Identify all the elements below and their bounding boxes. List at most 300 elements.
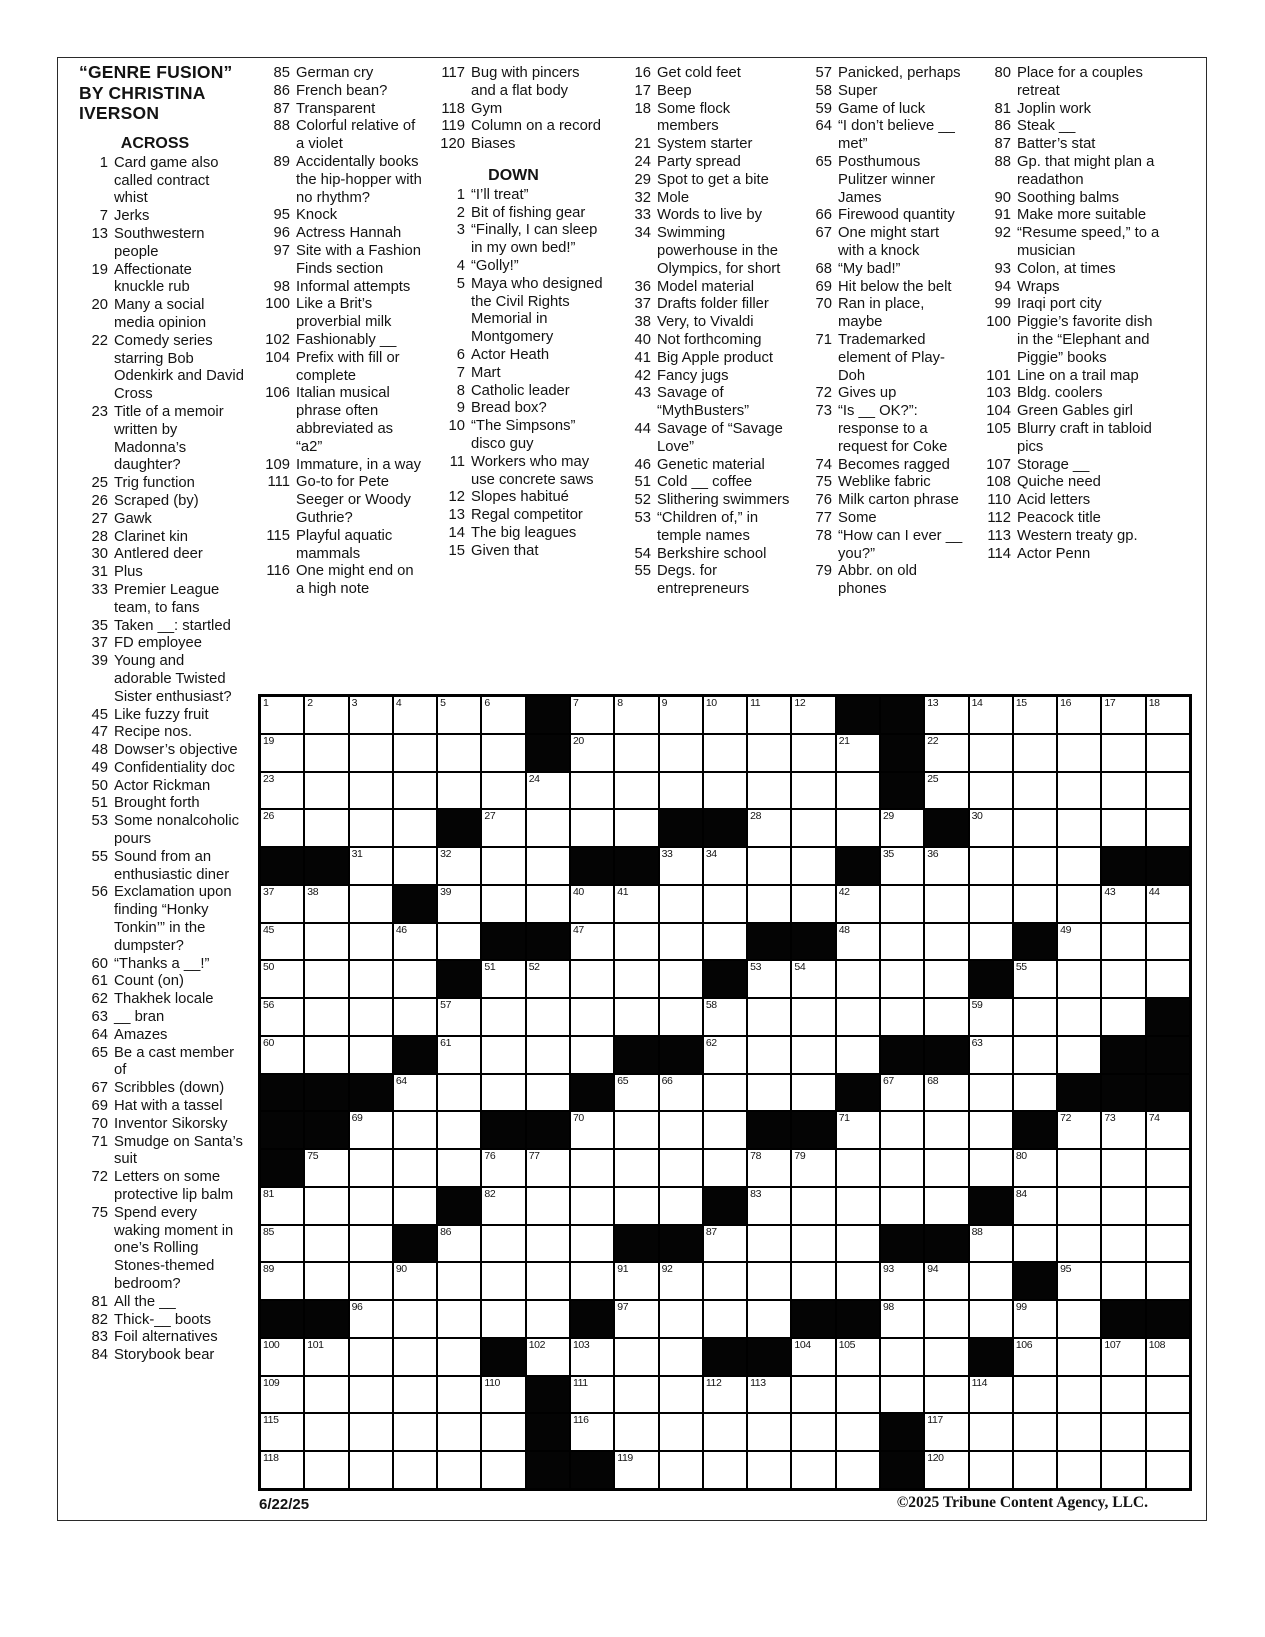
- grid-cell-r4c21[interactable]: [1146, 809, 1190, 847]
- grid-cell-r7c1[interactable]: [260, 923, 304, 961]
- grid-cell-r14c12[interactable]: [747, 1187, 791, 1225]
- grid-cell-r17c11[interactable]: [703, 1300, 747, 1338]
- grid-cell-r14c2[interactable]: [304, 1187, 348, 1225]
- grid-cell-r5c7[interactable]: [526, 847, 570, 885]
- grid-cell-r18c13[interactable]: [791, 1338, 835, 1376]
- grid-cell-r5c16[interactable]: [924, 847, 968, 885]
- grid-cell-r19c8[interactable]: [570, 1376, 614, 1414]
- grid-cell-r17c17[interactable]: [969, 1300, 1013, 1338]
- grid-cell-r15c2[interactable]: [304, 1225, 348, 1263]
- grid-cell-r3c17[interactable]: [969, 772, 1013, 810]
- grid-cell-r12c3[interactable]: [349, 1111, 393, 1149]
- grid-cell-r8c14[interactable]: [836, 960, 880, 998]
- grid-cell-r21c16[interactable]: [924, 1451, 968, 1489]
- grid-cell-r14c18[interactable]: [1013, 1187, 1057, 1225]
- grid-cell-r2c14[interactable]: [836, 734, 880, 772]
- grid-cell-r1c13[interactable]: [791, 696, 835, 734]
- grid-cell-r19c3[interactable]: [349, 1376, 393, 1414]
- grid-cell-r15c3[interactable]: [349, 1225, 393, 1263]
- grid-cell-r6c20[interactable]: [1101, 885, 1145, 923]
- grid-cell-r8c19[interactable]: [1057, 960, 1101, 998]
- grid-cell-r9c15[interactable]: [880, 998, 924, 1036]
- grid-cell-r19c19[interactable]: [1057, 1376, 1101, 1414]
- grid-cell-r18c15[interactable]: [880, 1338, 924, 1376]
- grid-cell-r5c3[interactable]: [349, 847, 393, 885]
- grid-cell-r4c12[interactable]: [747, 809, 791, 847]
- grid-cell-r4c20[interactable]: [1101, 809, 1145, 847]
- grid-cell-r21c17[interactable]: [969, 1451, 1013, 1489]
- grid-cell-r8c12[interactable]: [747, 960, 791, 998]
- grid-cell-r20c13[interactable]: [791, 1413, 835, 1451]
- grid-cell-r17c9[interactable]: [614, 1300, 658, 1338]
- grid-cell-r10c2[interactable]: [304, 1036, 348, 1074]
- grid-cell-r6c13[interactable]: [791, 885, 835, 923]
- grid-cell-r2c17[interactable]: [969, 734, 1013, 772]
- grid-cell-r17c7[interactable]: [526, 1300, 570, 1338]
- grid-cell-r2c21[interactable]: [1146, 734, 1190, 772]
- grid-cell-r16c15[interactable]: [880, 1262, 924, 1300]
- grid-cell-r8c1[interactable]: [260, 960, 304, 998]
- grid-cell-r16c7[interactable]: [526, 1262, 570, 1300]
- grid-cell-r20c10[interactable]: [659, 1413, 703, 1451]
- grid-cell-r20c19[interactable]: [1057, 1413, 1101, 1451]
- grid-cell-r8c20[interactable]: [1101, 960, 1145, 998]
- grid-cell-r18c10[interactable]: [659, 1338, 703, 1376]
- grid-cell-r2c20[interactable]: [1101, 734, 1145, 772]
- grid-cell-r2c12[interactable]: [747, 734, 791, 772]
- grid-cell-r15c20[interactable]: [1101, 1225, 1145, 1263]
- grid-cell-r13c18[interactable]: [1013, 1149, 1057, 1187]
- grid-cell-r15c21[interactable]: [1146, 1225, 1190, 1263]
- grid-cell-r13c2[interactable]: [304, 1149, 348, 1187]
- grid-cell-r1c1[interactable]: [260, 696, 304, 734]
- grid-cell-r16c13[interactable]: [791, 1262, 835, 1300]
- grid-cell-r8c3[interactable]: [349, 960, 393, 998]
- grid-cell-r18c20[interactable]: [1101, 1338, 1145, 1376]
- grid-cell-r2c18[interactable]: [1013, 734, 1057, 772]
- grid-cell-r20c20[interactable]: [1101, 1413, 1145, 1451]
- grid-cell-r2c9[interactable]: [614, 734, 658, 772]
- grid-cell-r18c21[interactable]: [1146, 1338, 1190, 1376]
- grid-cell-r17c6[interactable]: [481, 1300, 525, 1338]
- grid-cell-r16c2[interactable]: [304, 1262, 348, 1300]
- grid-cell-r14c14[interactable]: [836, 1187, 880, 1225]
- grid-cell-r1c10[interactable]: [659, 696, 703, 734]
- grid-cell-r15c13[interactable]: [791, 1225, 835, 1263]
- grid-cell-r17c4[interactable]: [393, 1300, 437, 1338]
- grid-cell-r10c3[interactable]: [349, 1036, 393, 1074]
- grid-cell-r12c8[interactable]: [570, 1111, 614, 1149]
- grid-cell-r8c13[interactable]: [791, 960, 835, 998]
- grid-cell-r13c15[interactable]: [880, 1149, 924, 1187]
- grid-cell-r2c1[interactable]: [260, 734, 304, 772]
- grid-cell-r17c10[interactable]: [659, 1300, 703, 1338]
- grid-cell-r10c19[interactable]: [1057, 1036, 1101, 1074]
- grid-cell-r9c18[interactable]: [1013, 998, 1057, 1036]
- grid-cell-r4c9[interactable]: [614, 809, 658, 847]
- grid-cell-r2c11[interactable]: [703, 734, 747, 772]
- grid-cell-r18c19[interactable]: [1057, 1338, 1101, 1376]
- grid-cell-r14c8[interactable]: [570, 1187, 614, 1225]
- grid-cell-r13c4[interactable]: [393, 1149, 437, 1187]
- grid-cell-r3c16[interactable]: [924, 772, 968, 810]
- grid-cell-r13c5[interactable]: [437, 1149, 481, 1187]
- grid-cell-r5c5[interactable]: [437, 847, 481, 885]
- grid-cell-r16c12[interactable]: [747, 1262, 791, 1300]
- grid-cell-r14c21[interactable]: [1146, 1187, 1190, 1225]
- grid-cell-r19c4[interactable]: [393, 1376, 437, 1414]
- grid-cell-r8c15[interactable]: [880, 960, 924, 998]
- grid-cell-r5c17[interactable]: [969, 847, 1013, 885]
- grid-cell-r7c21[interactable]: [1146, 923, 1190, 961]
- grid-cell-r21c3[interactable]: [349, 1451, 393, 1489]
- grid-cell-r10c13[interactable]: [791, 1036, 835, 1074]
- grid-cell-r20c6[interactable]: [481, 1413, 525, 1451]
- grid-cell-r9c8[interactable]: [570, 998, 614, 1036]
- grid-cell-r5c10[interactable]: [659, 847, 703, 885]
- grid-cell-r7c15[interactable]: [880, 923, 924, 961]
- grid-cell-r20c9[interactable]: [614, 1413, 658, 1451]
- grid-cell-r21c11[interactable]: [703, 1451, 747, 1489]
- grid-cell-r6c1[interactable]: [260, 885, 304, 923]
- grid-cell-r10c11[interactable]: [703, 1036, 747, 1074]
- grid-cell-r19c13[interactable]: [791, 1376, 835, 1414]
- grid-cell-r8c4[interactable]: [393, 960, 437, 998]
- grid-cell-r4c17[interactable]: [969, 809, 1013, 847]
- grid-cell-r3c14[interactable]: [836, 772, 880, 810]
- grid-cell-r16c21[interactable]: [1146, 1262, 1190, 1300]
- grid-cell-r10c8[interactable]: [570, 1036, 614, 1074]
- grid-cell-r21c20[interactable]: [1101, 1451, 1145, 1489]
- grid-cell-r10c12[interactable]: [747, 1036, 791, 1074]
- grid-cell-r2c6[interactable]: [481, 734, 525, 772]
- grid-cell-r11c12[interactable]: [747, 1074, 791, 1112]
- grid-cell-r9c9[interactable]: [614, 998, 658, 1036]
- grid-cell-r6c11[interactable]: [703, 885, 747, 923]
- grid-cell-r6c16[interactable]: [924, 885, 968, 923]
- grid-cell-r13c11[interactable]: [703, 1149, 747, 1187]
- grid-cell-r6c2[interactable]: [304, 885, 348, 923]
- grid-cell-r5c13[interactable]: [791, 847, 835, 885]
- grid-cell-r12c5[interactable]: [437, 1111, 481, 1149]
- grid-cell-r11c4[interactable]: [393, 1074, 437, 1112]
- grid-cell-r7c10[interactable]: [659, 923, 703, 961]
- grid-cell-r6c8[interactable]: [570, 885, 614, 923]
- grid-cell-r4c19[interactable]: [1057, 809, 1101, 847]
- grid-cell-r18c2[interactable]: [304, 1338, 348, 1376]
- grid-cell-r11c18[interactable]: [1013, 1074, 1057, 1112]
- grid-cell-r21c10[interactable]: [659, 1451, 703, 1489]
- grid-cell-r4c13[interactable]: [791, 809, 835, 847]
- grid-cell-r9c2[interactable]: [304, 998, 348, 1036]
- grid-cell-r12c19[interactable]: [1057, 1111, 1101, 1149]
- grid-cell-r10c6[interactable]: [481, 1036, 525, 1074]
- grid-cell-r18c8[interactable]: [570, 1338, 614, 1376]
- grid-cell-r8c2[interactable]: [304, 960, 348, 998]
- grid-cell-r20c11[interactable]: [703, 1413, 747, 1451]
- grid-cell-r8c7[interactable]: [526, 960, 570, 998]
- grid-cell-r13c17[interactable]: [969, 1149, 1013, 1187]
- grid-cell-r13c21[interactable]: [1146, 1149, 1190, 1187]
- grid-cell-r13c10[interactable]: [659, 1149, 703, 1187]
- grid-cell-r2c19[interactable]: [1057, 734, 1101, 772]
- grid-cell-r15c11[interactable]: [703, 1225, 747, 1263]
- grid-cell-r10c1[interactable]: [260, 1036, 304, 1074]
- grid-cell-r15c14[interactable]: [836, 1225, 880, 1263]
- grid-cell-r15c18[interactable]: [1013, 1225, 1057, 1263]
- grid-cell-r5c19[interactable]: [1057, 847, 1101, 885]
- grid-cell-r5c11[interactable]: [703, 847, 747, 885]
- grid-cell-r15c8[interactable]: [570, 1225, 614, 1263]
- grid-cell-r1c8[interactable]: [570, 696, 614, 734]
- grid-cell-r8c8[interactable]: [570, 960, 614, 998]
- grid-cell-r8c16[interactable]: [924, 960, 968, 998]
- grid-cell-r15c17[interactable]: [969, 1225, 1013, 1263]
- grid-cell-r14c20[interactable]: [1101, 1187, 1145, 1225]
- grid-cell-r15c12[interactable]: [747, 1225, 791, 1263]
- grid-cell-r1c21[interactable]: [1146, 696, 1190, 734]
- grid-cell-r1c18[interactable]: [1013, 696, 1057, 734]
- grid-cell-r8c10[interactable]: [659, 960, 703, 998]
- grid-cell-r4c3[interactable]: [349, 809, 393, 847]
- grid-cell-r21c12[interactable]: [747, 1451, 791, 1489]
- grid-cell-r6c6[interactable]: [481, 885, 525, 923]
- grid-cell-r11c11[interactable]: [703, 1074, 747, 1112]
- grid-cell-r20c1[interactable]: [260, 1413, 304, 1451]
- grid-cell-r17c18[interactable]: [1013, 1300, 1057, 1338]
- grid-cell-r9c20[interactable]: [1101, 998, 1145, 1036]
- grid-cell-r2c2[interactable]: [304, 734, 348, 772]
- grid-cell-r4c7[interactable]: [526, 809, 570, 847]
- grid-cell-r19c1[interactable]: [260, 1376, 304, 1414]
- grid-cell-r3c2[interactable]: [304, 772, 348, 810]
- grid-cell-r14c19[interactable]: [1057, 1187, 1101, 1225]
- grid-cell-r10c14[interactable]: [836, 1036, 880, 1074]
- grid-cell-r15c19[interactable]: [1057, 1225, 1101, 1263]
- grid-cell-r13c9[interactable]: [614, 1149, 658, 1187]
- grid-cell-r9c13[interactable]: [791, 998, 835, 1036]
- grid-cell-r14c15[interactable]: [880, 1187, 924, 1225]
- grid-cell-r18c9[interactable]: [614, 1338, 658, 1376]
- grid-cell-r6c12[interactable]: [747, 885, 791, 923]
- grid-cell-r20c2[interactable]: [304, 1413, 348, 1451]
- grid-cell-r1c5[interactable]: [437, 696, 481, 734]
- grid-cell-r13c20[interactable]: [1101, 1149, 1145, 1187]
- grid-cell-r7c8[interactable]: [570, 923, 614, 961]
- grid-cell-r3c18[interactable]: [1013, 772, 1057, 810]
- grid-cell-r6c3[interactable]: [349, 885, 393, 923]
- grid-cell-r18c7[interactable]: [526, 1338, 570, 1376]
- grid-cell-r16c20[interactable]: [1101, 1262, 1145, 1300]
- grid-cell-r21c14[interactable]: [836, 1451, 880, 1489]
- grid-cell-r3c12[interactable]: [747, 772, 791, 810]
- grid-cell-r16c14[interactable]: [836, 1262, 880, 1300]
- grid-cell-r17c16[interactable]: [924, 1300, 968, 1338]
- grid-cell-r14c13[interactable]: [791, 1187, 835, 1225]
- grid-cell-r19c14[interactable]: [836, 1376, 880, 1414]
- grid-cell-r14c3[interactable]: [349, 1187, 393, 1225]
- grid-cell-r4c18[interactable]: [1013, 809, 1057, 847]
- grid-cell-r16c10[interactable]: [659, 1262, 703, 1300]
- grid-cell-r12c10[interactable]: [659, 1111, 703, 1149]
- grid-cell-r15c5[interactable]: [437, 1225, 481, 1263]
- grid-cell-r16c9[interactable]: [614, 1262, 658, 1300]
- grid-cell-r19c20[interactable]: [1101, 1376, 1145, 1414]
- grid-cell-r7c16[interactable]: [924, 923, 968, 961]
- grid-cell-r9c17[interactable]: [969, 998, 1013, 1036]
- grid-cell-r5c4[interactable]: [393, 847, 437, 885]
- grid-cell-r3c19[interactable]: [1057, 772, 1101, 810]
- grid-cell-r6c17[interactable]: [969, 885, 1013, 923]
- grid-cell-r1c4[interactable]: [393, 696, 437, 734]
- grid-cell-r20c5[interactable]: [437, 1413, 481, 1451]
- grid-cell-r1c17[interactable]: [969, 696, 1013, 734]
- grid-cell-r1c19[interactable]: [1057, 696, 1101, 734]
- grid-cell-r10c7[interactable]: [526, 1036, 570, 1074]
- grid-cell-r6c7[interactable]: [526, 885, 570, 923]
- grid-cell-r3c3[interactable]: [349, 772, 393, 810]
- grid-cell-r13c19[interactable]: [1057, 1149, 1101, 1187]
- grid-cell-r8c21[interactable]: [1146, 960, 1190, 998]
- grid-cell-r10c5[interactable]: [437, 1036, 481, 1074]
- grid-cell-r13c16[interactable]: [924, 1149, 968, 1187]
- grid-cell-r11c16[interactable]: [924, 1074, 968, 1112]
- grid-cell-r17c5[interactable]: [437, 1300, 481, 1338]
- grid-cell-r10c17[interactable]: [969, 1036, 1013, 1074]
- grid-cell-r2c5[interactable]: [437, 734, 481, 772]
- grid-cell-r14c7[interactable]: [526, 1187, 570, 1225]
- grid-cell-r13c3[interactable]: [349, 1149, 393, 1187]
- grid-cell-r16c4[interactable]: [393, 1262, 437, 1300]
- grid-cell-r11c5[interactable]: [437, 1074, 481, 1112]
- grid-cell-r6c18[interactable]: [1013, 885, 1057, 923]
- grid-cell-r1c16[interactable]: [924, 696, 968, 734]
- grid-cell-r9c16[interactable]: [924, 998, 968, 1036]
- grid-cell-r1c3[interactable]: [349, 696, 393, 734]
- grid-cell-r20c16[interactable]: [924, 1413, 968, 1451]
- grid-cell-r4c2[interactable]: [304, 809, 348, 847]
- grid-cell-r2c3[interactable]: [349, 734, 393, 772]
- grid-cell-r20c17[interactable]: [969, 1413, 1013, 1451]
- grid-cell-r19c15[interactable]: [880, 1376, 924, 1414]
- grid-cell-r16c16[interactable]: [924, 1262, 968, 1300]
- grid-cell-r12c15[interactable]: [880, 1111, 924, 1149]
- grid-cell-r11c9[interactable]: [614, 1074, 658, 1112]
- grid-cell-r16c5[interactable]: [437, 1262, 481, 1300]
- grid-cell-r11c13[interactable]: [791, 1074, 835, 1112]
- grid-cell-r4c15[interactable]: [880, 809, 924, 847]
- grid-cell-r9c19[interactable]: [1057, 998, 1101, 1036]
- grid-cell-r13c14[interactable]: [836, 1149, 880, 1187]
- grid-cell-r6c21[interactable]: [1146, 885, 1190, 923]
- grid-cell-r10c18[interactable]: [1013, 1036, 1057, 1074]
- grid-cell-r5c12[interactable]: [747, 847, 791, 885]
- grid-cell-r18c16[interactable]: [924, 1338, 968, 1376]
- grid-cell-r3c7[interactable]: [526, 772, 570, 810]
- grid-cell-r5c18[interactable]: [1013, 847, 1057, 885]
- grid-cell-r11c10[interactable]: [659, 1074, 703, 1112]
- grid-cell-r21c13[interactable]: [791, 1451, 835, 1489]
- grid-cell-r9c1[interactable]: [260, 998, 304, 1036]
- grid-cell-r3c6[interactable]: [481, 772, 525, 810]
- grid-cell-r1c2[interactable]: [304, 696, 348, 734]
- grid-cell-r14c16[interactable]: [924, 1187, 968, 1225]
- grid-cell-r13c8[interactable]: [570, 1149, 614, 1187]
- grid-cell-r12c17[interactable]: [969, 1111, 1013, 1149]
- grid-cell-r14c4[interactable]: [393, 1187, 437, 1225]
- grid-cell-r19c18[interactable]: [1013, 1376, 1057, 1414]
- grid-cell-r12c4[interactable]: [393, 1111, 437, 1149]
- grid-cell-r5c15[interactable]: [880, 847, 924, 885]
- grid-cell-r17c3[interactable]: [349, 1300, 393, 1338]
- grid-cell-r9c14[interactable]: [836, 998, 880, 1036]
- grid-cell-r19c12[interactable]: [747, 1376, 791, 1414]
- grid-cell-r20c8[interactable]: [570, 1413, 614, 1451]
- grid-cell-r2c10[interactable]: [659, 734, 703, 772]
- grid-cell-r12c21[interactable]: [1146, 1111, 1190, 1149]
- grid-cell-r21c21[interactable]: [1146, 1451, 1190, 1489]
- grid-cell-r20c3[interactable]: [349, 1413, 393, 1451]
- grid-cell-r1c6[interactable]: [481, 696, 525, 734]
- grid-cell-r9c7[interactable]: [526, 998, 570, 1036]
- grid-cell-r17c15[interactable]: [880, 1300, 924, 1338]
- grid-cell-r16c8[interactable]: [570, 1262, 614, 1300]
- grid-cell-r5c6[interactable]: [481, 847, 525, 885]
- grid-cell-r19c5[interactable]: [437, 1376, 481, 1414]
- grid-cell-r20c14[interactable]: [836, 1413, 880, 1451]
- grid-cell-r9c12[interactable]: [747, 998, 791, 1036]
- grid-cell-r3c10[interactable]: [659, 772, 703, 810]
- grid-cell-r3c13[interactable]: [791, 772, 835, 810]
- grid-cell-r20c4[interactable]: [393, 1413, 437, 1451]
- grid-cell-r15c7[interactable]: [526, 1225, 570, 1263]
- grid-cell-r12c20[interactable]: [1101, 1111, 1145, 1149]
- grid-cell-r9c4[interactable]: [393, 998, 437, 1036]
- grid-cell-r20c12[interactable]: [747, 1413, 791, 1451]
- grid-cell-r16c6[interactable]: [481, 1262, 525, 1300]
- grid-cell-r19c6[interactable]: [481, 1376, 525, 1414]
- grid-cell-r12c14[interactable]: [836, 1111, 880, 1149]
- grid-cell-r3c20[interactable]: [1101, 772, 1145, 810]
- grid-cell-r2c13[interactable]: [791, 734, 835, 772]
- grid-cell-r9c11[interactable]: [703, 998, 747, 1036]
- grid-cell-r7c5[interactable]: [437, 923, 481, 961]
- grid-cell-r7c3[interactable]: [349, 923, 393, 961]
- grid-cell-r1c9[interactable]: [614, 696, 658, 734]
- grid-cell-r11c6[interactable]: [481, 1074, 525, 1112]
- grid-cell-r3c8[interactable]: [570, 772, 614, 810]
- grid-cell-r14c9[interactable]: [614, 1187, 658, 1225]
- grid-cell-r2c8[interactable]: [570, 734, 614, 772]
- grid-cell-r6c10[interactable]: [659, 885, 703, 923]
- grid-cell-r7c17[interactable]: [969, 923, 1013, 961]
- grid-cell-r18c3[interactable]: [349, 1338, 393, 1376]
- grid-cell-r6c9[interactable]: [614, 885, 658, 923]
- grid-cell-r3c1[interactable]: [260, 772, 304, 810]
- grid-cell-r21c9[interactable]: [614, 1451, 658, 1489]
- grid-cell-r21c1[interactable]: [260, 1451, 304, 1489]
- grid-cell-r19c10[interactable]: [659, 1376, 703, 1414]
- grid-cell-r16c17[interactable]: [969, 1262, 1013, 1300]
- grid-cell-r9c3[interactable]: [349, 998, 393, 1036]
- grid-cell-r1c12[interactable]: [747, 696, 791, 734]
- grid-cell-r6c14[interactable]: [836, 885, 880, 923]
- grid-cell-r20c18[interactable]: [1013, 1413, 1057, 1451]
- grid-cell-r17c19[interactable]: [1057, 1300, 1101, 1338]
- grid-cell-r4c8[interactable]: [570, 809, 614, 847]
- grid-cell-r14c10[interactable]: [659, 1187, 703, 1225]
- grid-cell-r21c2[interactable]: [304, 1451, 348, 1489]
